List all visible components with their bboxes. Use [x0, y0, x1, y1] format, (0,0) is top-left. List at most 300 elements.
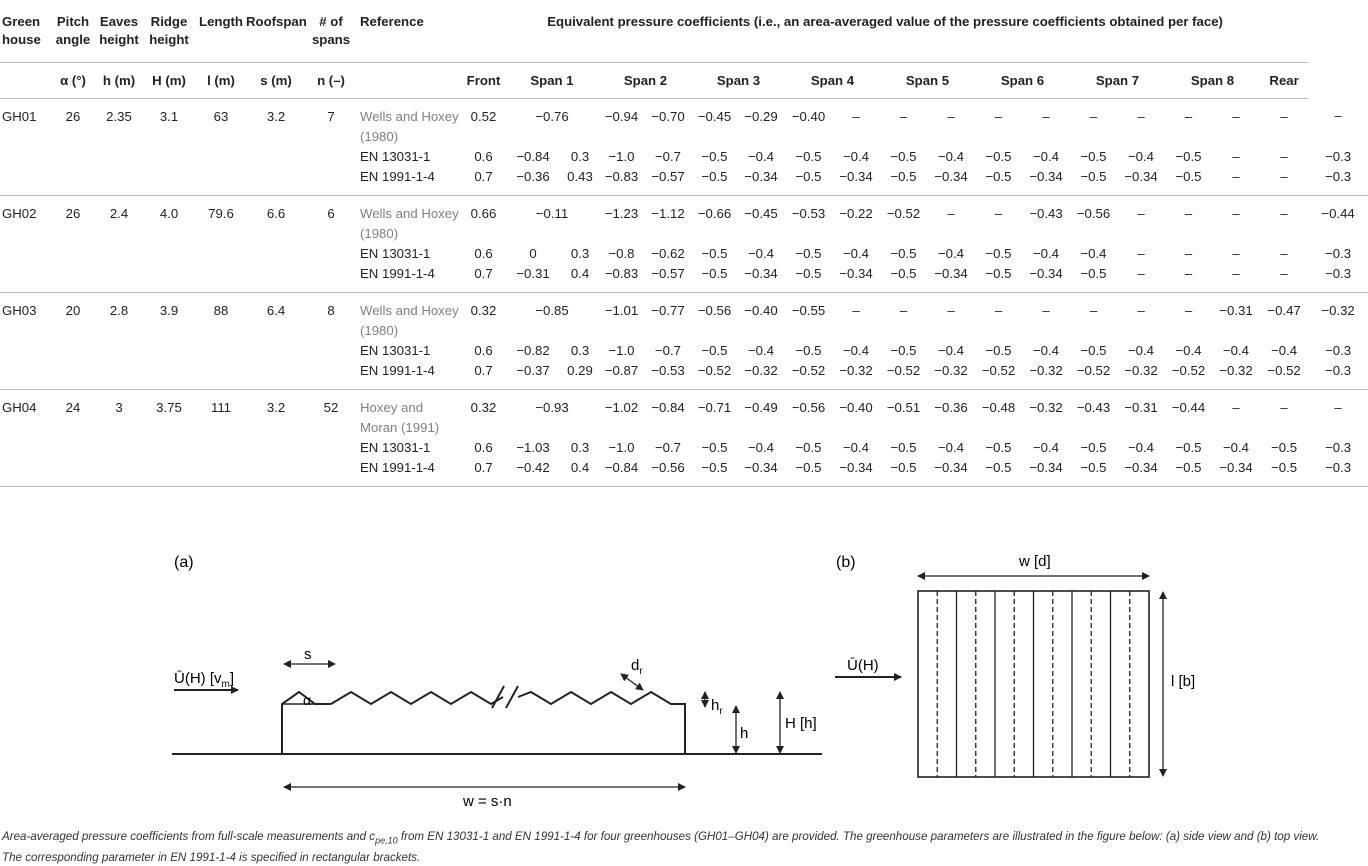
param-cell	[96, 167, 142, 196]
coef-cell: −0.5	[1070, 264, 1117, 293]
param-cell	[142, 264, 196, 293]
coef-cell: −0.49	[744, 399, 778, 415]
coef-cell: −0.45	[697, 108, 732, 124]
coef-cell: −0.56	[697, 302, 732, 318]
coef-cell: –	[1137, 245, 1145, 261]
coef-cell: −0.5	[795, 245, 822, 261]
coef-cell: −0.4	[747, 245, 775, 261]
coef-cell: −0.34	[737, 167, 785, 196]
param-cell: 88	[213, 302, 229, 318]
caption-text-a: Area-averaged pressure coefficients from full-scale measurements and c	[2, 830, 376, 843]
param-cell	[50, 438, 96, 458]
coef-cell: −0.48	[981, 399, 1016, 415]
subheader-cell	[0, 62, 50, 98]
subheader-cell: α (°)	[50, 62, 96, 98]
coef-cell: −0.29	[744, 108, 778, 124]
table-row	[0, 438, 1368, 458]
coef-cell: −0.45	[744, 205, 778, 221]
coef-cell: −0.87	[599, 361, 644, 390]
param-cell	[246, 458, 306, 487]
subheader-cell: h (m)	[96, 62, 142, 98]
coef-cell: −0.4	[842, 148, 870, 164]
greenhouse-id	[0, 361, 50, 390]
param-cell	[142, 147, 196, 167]
coef-cell: −0.71	[697, 399, 732, 415]
param-cell	[306, 244, 356, 264]
coef-cell: –	[1280, 205, 1288, 221]
coef-cell: –	[947, 108, 955, 124]
table-row	[0, 244, 1368, 264]
param-cell: 7	[327, 108, 335, 124]
table-row	[0, 147, 1368, 167]
coef-cell: −0.37	[505, 361, 561, 390]
label-wd: w [d]	[1019, 553, 1051, 570]
rear-cell: −0.3	[1308, 458, 1368, 487]
param-cell	[50, 264, 96, 293]
coef-cell: –	[1260, 167, 1308, 196]
coef-cell: −0.52	[1260, 361, 1308, 390]
coef-cell: −0.5	[795, 148, 822, 164]
coef-cell: −0.4	[1032, 439, 1060, 455]
reference-cell: EN 1991-1-4	[356, 167, 462, 196]
rear-cell: −0.3	[1325, 148, 1352, 164]
subheader-rear: Rear	[1260, 62, 1308, 98]
rear-cell: −0.3	[1308, 361, 1368, 390]
coef-cell: −0.7	[654, 342, 682, 358]
coef-cell: 0.3	[570, 245, 590, 261]
coef-cell: −0.83	[599, 167, 644, 196]
coef-cell: −0.36	[505, 167, 561, 196]
param-cell	[246, 438, 306, 458]
label-alpha: α	[303, 692, 312, 708]
param-cell: 26	[65, 108, 81, 124]
coef-cell: −0.4	[1127, 439, 1155, 455]
greenhouse-id	[0, 244, 50, 264]
label-dr: $d_r$	[631, 657, 643, 677]
param-cell	[306, 458, 356, 487]
top-view-diagram	[835, 576, 1163, 777]
coef-cell: −0.5	[795, 439, 822, 455]
coef-cell: −0.84	[599, 458, 644, 487]
param-cell	[50, 341, 96, 361]
subheader-front: Front	[462, 62, 505, 98]
coef-cell: −0.31	[1219, 302, 1253, 318]
coef-cell: –	[1260, 264, 1308, 293]
param-cell	[246, 147, 306, 167]
param-cell	[306, 341, 356, 361]
coef-cell: −0.4	[1080, 245, 1107, 261]
coef-cell: −0.5	[785, 167, 832, 196]
coef-cell: −0.53	[791, 205, 826, 221]
coef-cell: −0.34	[737, 264, 785, 293]
table-row	[0, 389, 1368, 438]
coef-cell: −0.4	[747, 148, 775, 164]
coef-cell: −0.34	[1117, 167, 1165, 196]
label-s: s	[304, 646, 312, 663]
param-cell	[142, 167, 196, 196]
coef-cell: –	[1089, 108, 1098, 124]
coef-cell: −0.52	[785, 361, 832, 390]
coef-cell: −0.34	[832, 458, 880, 487]
front-cell: 0.6	[474, 245, 493, 261]
coef-cell: −0.34	[927, 458, 975, 487]
reference-cell: Wells and Hoxey (1980)	[360, 108, 459, 144]
coef-cell: −0.55	[791, 302, 826, 318]
subheader-cell: n (–)	[306, 62, 356, 98]
param-cell	[196, 167, 246, 196]
param-cell	[142, 458, 196, 487]
param-cell: 24	[65, 399, 81, 415]
coef-cell: −0.32	[1022, 361, 1070, 390]
coef-cell: −0.4	[1127, 342, 1155, 358]
coef-cell: −0.34	[1117, 458, 1165, 487]
coef-cell: −0.5	[1080, 148, 1107, 164]
coef-cell: −0.85	[535, 302, 569, 318]
rear-cell: −0.3	[1325, 439, 1352, 455]
coef-cell: −0.66	[697, 205, 732, 221]
coef-cell: –	[1232, 205, 1240, 221]
param-cell: 3.2	[266, 399, 286, 415]
coef-cell: –	[1232, 108, 1240, 124]
param-cell	[246, 361, 306, 390]
table-row	[0, 341, 1368, 361]
subheader-cell: H (m)	[142, 62, 196, 98]
col-header-ridge: Ridge height	[142, 0, 196, 62]
coef-cell: −0.82	[516, 342, 550, 358]
front-cell: 0.7	[462, 167, 505, 196]
label-w: w = s·n	[463, 793, 512, 810]
coef-cell: −1.03	[516, 439, 550, 455]
coef-cell: –	[947, 205, 955, 221]
coef-cell: −0.34	[832, 167, 880, 196]
reference-cell: EN 13031-1	[360, 439, 431, 455]
table-row	[0, 264, 1368, 293]
subheader-cell	[356, 62, 462, 98]
table-row	[0, 361, 1368, 390]
param-cell: 2.4	[109, 205, 129, 221]
label-hr: $h_r$	[711, 697, 723, 717]
coef-cell: −0.4	[1271, 342, 1298, 358]
param-cell	[96, 361, 142, 390]
front-cell: 0.32	[470, 302, 497, 318]
coef-cell: −0.5	[1080, 342, 1107, 358]
param-cell	[196, 147, 246, 167]
coef-cell: −0.31	[1124, 399, 1158, 415]
coef-cell: −0.32	[1029, 399, 1063, 415]
param-cell	[246, 167, 306, 196]
param-cell	[306, 264, 356, 293]
coef-cell: −0.44	[1171, 399, 1206, 415]
coef-cell: –	[1184, 245, 1193, 261]
coef-cell: −0.5	[1165, 167, 1212, 196]
wind-label-a: Ū(H) $[v_m]$	[174, 670, 235, 690]
coef-cell: –	[994, 302, 1003, 318]
table-row	[0, 292, 1368, 341]
rear-cell: −0.32	[1321, 302, 1355, 318]
greenhouse-id	[0, 341, 50, 361]
reference-cell: EN 13031-1	[360, 342, 431, 358]
coef-cell: −0.32	[832, 361, 880, 390]
coef-cell: 0.29	[561, 361, 599, 390]
coef-cell: −0.56	[791, 399, 826, 415]
coef-cell: −0.4	[1032, 245, 1060, 261]
subheader-span: Span 8	[1165, 62, 1260, 98]
coef-cell: −0.84	[651, 399, 685, 415]
label-H: H [h]	[785, 715, 817, 732]
coef-cell: −0.4	[842, 245, 870, 261]
greenhouse-id: GH04	[2, 399, 37, 415]
coef-cell: –	[1280, 399, 1288, 415]
coef-cell: −0.5	[890, 245, 917, 261]
rear-cell: −0.3	[1308, 167, 1368, 196]
greenhouse-id	[0, 458, 50, 487]
coef-cell: −0.5	[975, 167, 1022, 196]
coef-cell: −0.5	[985, 245, 1012, 261]
coef-cell: −0.42	[505, 458, 561, 487]
coef-cell: −0.5	[975, 458, 1022, 487]
label-lb: l [b]	[1171, 673, 1196, 690]
coef-cell: −0.5	[1260, 458, 1308, 487]
coef-cell: −0.4	[747, 342, 775, 358]
coef-cell: −0.5	[785, 264, 832, 293]
coef-cell: −0.5	[880, 458, 927, 487]
coef-cell: −0.4	[937, 342, 965, 358]
front-cell: 0.6	[474, 342, 493, 358]
coef-cell: –	[1042, 108, 1050, 124]
coef-cell: –	[1232, 399, 1240, 415]
coef-cell: –	[1232, 148, 1240, 164]
coef-cell: −0.5	[880, 167, 927, 196]
table-row	[0, 195, 1368, 244]
coef-cell: –	[1212, 167, 1260, 196]
param-cell	[142, 244, 196, 264]
coef-cell: −0.52	[1070, 361, 1117, 390]
param-cell	[96, 438, 142, 458]
coef-cell: −0.5	[701, 245, 728, 261]
figure-caption	[2, 828, 1342, 866]
param-cell	[196, 458, 246, 487]
table-row	[0, 167, 1368, 196]
coef-cell: −0.5	[880, 264, 927, 293]
greenhouse-id: GH01	[2, 108, 37, 124]
coef-cell: −0.4	[1032, 148, 1060, 164]
param-cell	[50, 147, 96, 167]
coef-cell: –	[1165, 264, 1212, 293]
coef-cell: –	[1184, 302, 1193, 318]
coef-cell: −0.47	[1267, 302, 1301, 318]
coef-cell: −0.5	[1070, 167, 1117, 196]
coef-cell: −0.4	[1222, 439, 1250, 455]
front-cell: 0.32	[470, 399, 497, 415]
front-cell: 0.7	[462, 264, 505, 293]
front-cell: 0.6	[474, 439, 493, 455]
coef-cell: −0.34	[927, 264, 975, 293]
coef-cell: −0.22	[839, 205, 873, 221]
coef-cell: −0.52	[886, 205, 921, 221]
coef-cell: −0.7	[654, 439, 682, 455]
coef-cell: −0.5	[701, 342, 728, 358]
coef-cell: 0.3	[570, 148, 590, 164]
param-cell: 79.6	[208, 205, 234, 221]
coef-cell: −0.57	[644, 167, 692, 196]
coef-cell: −0.5	[985, 439, 1012, 455]
dimension-lines	[174, 664, 780, 787]
coef-cell: −0.31	[505, 264, 561, 293]
param-cell	[306, 167, 356, 196]
coef-cell: −0.52	[975, 361, 1022, 390]
coef-cell: −0.32	[737, 361, 785, 390]
param-cell	[246, 264, 306, 293]
reference-cell: EN 1991-1-4	[356, 264, 462, 293]
reference-cell: Wells and Hoxey (1980)	[360, 205, 459, 241]
param-cell	[50, 361, 96, 390]
col-header-pitch: Pitch angle	[50, 0, 96, 62]
subheader-span: Span 6	[975, 62, 1070, 98]
coef-cell: −0.5	[1070, 458, 1117, 487]
coef-cell: −0.70	[651, 108, 685, 124]
param-cell: 3	[115, 399, 123, 415]
col-header-equivalent: Equivalent pressure coefficients (i.e., an area-averaged value of the pressure coefficients obtained per face)	[462, 0, 1308, 62]
col-header-spans: # of spans	[306, 0, 356, 62]
param-cell	[246, 244, 306, 264]
param-cell	[196, 361, 246, 390]
rear-cell: –	[1334, 399, 1342, 415]
coef-cell: −1.0	[608, 148, 635, 164]
param-cell: 20	[65, 302, 81, 318]
param-cell	[50, 458, 96, 487]
coef-cell: −0.52	[880, 361, 927, 390]
param-cell: 63	[213, 108, 229, 124]
col-header-length: Length	[196, 0, 246, 62]
coef-cell: −0.4	[1222, 342, 1250, 358]
coef-cell: −0.5	[692, 458, 737, 487]
coef-cell: –	[1117, 264, 1165, 293]
coef-cell: −0.5	[985, 342, 1012, 358]
param-cell	[142, 438, 196, 458]
param-cell	[96, 147, 142, 167]
coef-cell: –	[1089, 302, 1098, 318]
coef-cell: −1.01	[604, 302, 639, 318]
coef-cell: –	[899, 108, 908, 124]
reference-cell: EN 13031-1	[360, 148, 431, 164]
subheader-span: Span 1	[505, 62, 599, 98]
coef-cell: −0.4	[937, 245, 965, 261]
coef-cell: −0.62	[651, 245, 685, 261]
coef-cell: –	[1232, 245, 1240, 261]
coef-cell: −0.4	[747, 439, 775, 455]
coef-cell: −1.12	[651, 205, 685, 221]
coef-cell: −0.40	[744, 302, 778, 318]
param-cell	[50, 244, 96, 264]
param-cell	[306, 147, 356, 167]
coef-cell: −0.4	[1127, 148, 1155, 164]
front-cell: 0.6	[474, 148, 493, 164]
coef-cell: –	[852, 302, 860, 318]
reference-cell: EN 1991-1-4	[356, 361, 462, 390]
param-cell: 6	[327, 205, 335, 221]
param-cell: 52	[323, 399, 339, 415]
param-cell	[196, 244, 246, 264]
caption-text-b: from EN 13031-1 and EN 1991-1-4 for four greenhouses (GH01–GH04) are provided. The greenhouse parameters are illustrated in the figure below: (a) side view and (b) top view. The corresponding parameter in EN 1991-1-4 is specified in rectangular brackets.	[2, 830, 1320, 865]
coef-cell: −0.40	[791, 108, 826, 124]
coef-cell: −0.5	[985, 148, 1012, 164]
coef-cell: 0	[529, 245, 537, 261]
coef-cell: −0.7	[654, 148, 682, 164]
coef-cell: −0.5	[692, 167, 737, 196]
coef-cell: –	[1280, 108, 1288, 124]
coef-cell: −0.11	[535, 205, 569, 221]
coef-cell: −0.5	[701, 148, 728, 164]
coef-cell: −0.32	[927, 361, 975, 390]
greenhouse-id	[0, 438, 50, 458]
coef-cell: −0.5	[890, 148, 917, 164]
coef-cell: −0.94	[604, 108, 639, 124]
coef-cell: 0.4	[561, 264, 599, 293]
coef-cell: –	[994, 108, 1003, 124]
coef-cell: −0.52	[1165, 361, 1212, 390]
coef-cell: −0.4	[842, 342, 870, 358]
param-cell: 26	[65, 205, 81, 221]
coef-cell: −1.0	[608, 439, 635, 455]
param-cell: 2.8	[109, 302, 129, 318]
table-subheader-row	[0, 62, 1368, 98]
param-cell: 6.6	[266, 205, 286, 221]
coef-cell: −0.53	[644, 361, 692, 390]
param-cell: 8	[327, 302, 335, 318]
rear-cell: −0.44	[1321, 205, 1355, 221]
coef-cell: −0.51	[886, 399, 921, 415]
table-row	[0, 458, 1368, 487]
coef-cell: −0.5	[785, 458, 832, 487]
coef-cell: −0.76	[535, 108, 569, 124]
greenhouse-id	[0, 264, 50, 293]
col-header-eaves: Eaves height	[96, 0, 142, 62]
reference-cell: EN 1991-1-4	[356, 458, 462, 487]
coef-cell: −0.5	[1175, 439, 1202, 455]
coef-cell: −0.5	[1080, 439, 1107, 455]
coef-cell: −0.52	[692, 361, 737, 390]
param-cell	[142, 361, 196, 390]
rear-cell: –	[1334, 108, 1342, 123]
coef-cell: −1.23	[604, 205, 639, 221]
coef-cell: −0.5	[1175, 148, 1202, 164]
coef-cell: −0.4	[1175, 342, 1202, 358]
coef-cell: −0.34	[1022, 264, 1070, 293]
subheader-span: Span 5	[880, 62, 975, 98]
coef-cell: −0.34	[1212, 458, 1260, 487]
coef-cell: −1.0	[608, 342, 635, 358]
coef-cell: –	[994, 205, 1003, 221]
coef-cell: −0.4	[842, 439, 870, 455]
param-cell	[96, 458, 142, 487]
param-cell	[196, 264, 246, 293]
coef-cell: −0.56	[644, 458, 692, 487]
param-cell: 111	[210, 399, 232, 415]
greenhouse-id: GH02	[2, 205, 37, 221]
rear-cell: −0.3	[1308, 264, 1368, 293]
greenhouse-id	[0, 167, 50, 196]
coef-cell: −0.34	[1022, 167, 1070, 196]
col-header-reference: Reference	[356, 0, 462, 62]
param-cell	[306, 361, 356, 390]
param-cell	[196, 341, 246, 361]
coef-cell: −0.56	[1076, 205, 1111, 221]
col-header-greenhouse: Green house	[0, 0, 50, 62]
subheader-cell: l (m)	[196, 62, 246, 98]
coef-cell: –	[852, 108, 860, 124]
table-header-row	[0, 0, 1368, 62]
coef-cell: −1.02	[604, 399, 639, 415]
